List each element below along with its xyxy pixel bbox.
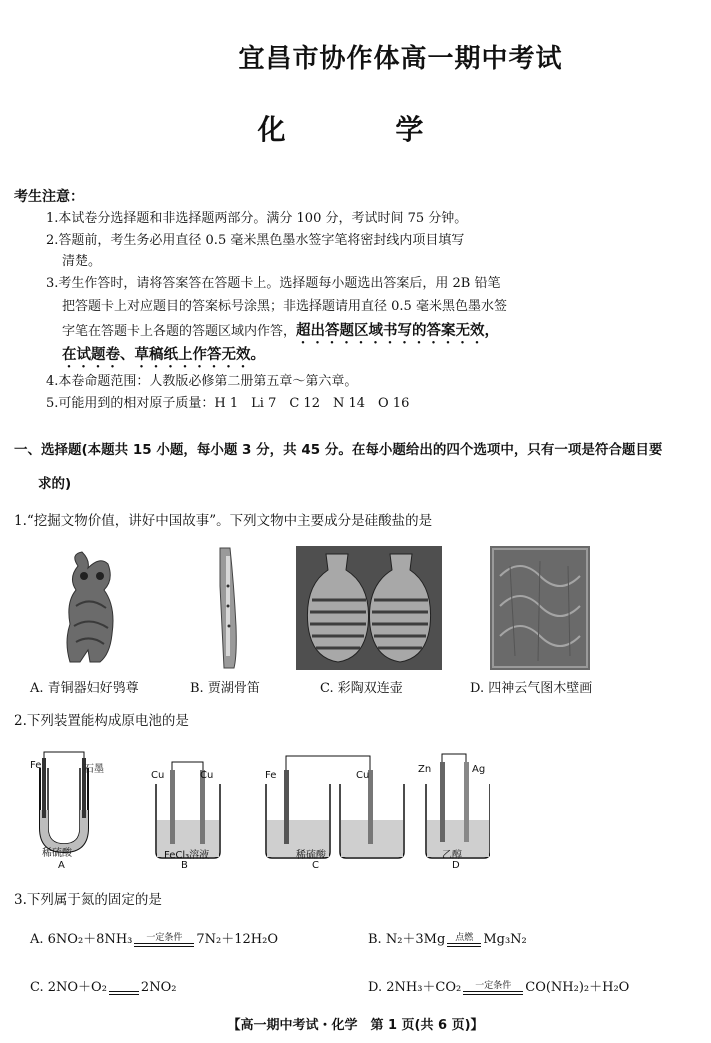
q3-d-condition-text: 一定条件 <box>475 980 512 991</box>
q2-c-solution: 稀硫酸 <box>296 850 326 861</box>
q2-a-right-electrode: 石墨 <box>84 764 104 775</box>
notice-warning-1: 超出答题区域书写的答案无效， <box>296 323 500 339</box>
q3-b-condition-text: 点燃 <box>455 932 474 943</box>
notice-heading: 考生注意： <box>14 189 84 205</box>
notice-item-4: 4.本卷命题范围：人教版必修第二册第五章～第六章。 <box>46 374 358 389</box>
notice-item-3-text: 字笔在答题卡上各题的答题区域内作答， <box>62 324 297 339</box>
notice-item-5: 5.可能用到的相对原子质量：H 1 Li 7 C 12 N 14 O 16 <box>46 396 410 411</box>
bronze-owl-vessel-image <box>60 546 124 670</box>
subject-title: 化 学 <box>257 113 474 146</box>
bone-flute-image <box>212 546 242 670</box>
q3-c-equals <box>109 981 139 995</box>
q3-option-b <box>368 930 527 950</box>
q3-option-d <box>368 978 629 998</box>
page-footer: 【高一期中考试・化学 第 1 页(共 6 页)】 <box>227 1018 484 1033</box>
q2-d-tag: D <box>452 860 460 871</box>
notice-item-3: 3.考生作答时，请将答案答在答题卡上。选择题每小题选出答案后，用 2B 铅笔 <box>46 276 501 291</box>
wooden-mural-image <box>490 546 590 670</box>
q2-a-left-electrode: Fe <box>30 760 42 771</box>
q1-option-b: B. 贾湖骨笛 <box>190 681 260 696</box>
notice-item-1: 1.本试卷分选择题和非选择题两部分。满分 100 分，考试时间 75 分钟。 <box>46 211 468 226</box>
q3-b-reactants: B. N₂＋3Mg <box>368 932 446 947</box>
q3-b-products: Mg₃N₂ <box>483 932 527 947</box>
notice-item-2: 2.答题前，考生务必用直径 0.5 毫米黑色墨水签字笔将密封线内项目填写 <box>46 233 465 248</box>
q3-a-condition <box>134 933 194 947</box>
q1-option-d: D. 四神云气图木壁画 <box>470 681 593 696</box>
q3-option-a <box>30 930 278 950</box>
section-1-heading: 一、选择题(本题共 15 小题，每小题 3 分，共 45 分。在每小题给出的四个选项中，只有一项是符合题目要 <box>14 442 663 458</box>
q2-c-left-electrode: Fe <box>265 770 277 781</box>
q3-a-reactants: A. 6NO₂＋8NH₃ <box>30 932 133 947</box>
q3-d-condition <box>463 981 523 995</box>
q3-option-c <box>30 978 176 998</box>
q2-d-right-electrode: Ag <box>472 764 486 775</box>
q2-b-right-electrode: Cu <box>200 770 214 781</box>
q3-d-reactants: D. 2NH₃＋CO₂ <box>368 980 462 995</box>
notice-warning-2: 在试题卷、草稿纸上作答无效。 <box>62 347 265 363</box>
notice-item-3-cont3 <box>62 344 265 371</box>
q1-option-a: A. 青铜器妇好鸮尊 <box>30 681 139 696</box>
question-1-stem: 1.“挖掘文物价值，讲好中国故事”。下列文物中主要成分是硅酸盐的是 <box>14 513 433 529</box>
q2-a-solution: 稀硫酸 <box>42 848 72 859</box>
section-1-heading-cont: 求的) <box>38 476 72 492</box>
notice-item-3-cont1: 把答题卡上对应题目的答案标号涂黑；非选择题请用直径 0.5 毫米黑色墨水签 <box>62 299 507 314</box>
q3-c-products: 2NO₂ <box>140 980 177 995</box>
notice-item-2-cont: 清楚。 <box>62 254 102 269</box>
q2-c-tag: C <box>312 860 319 871</box>
q1-option-c: C. 彩陶双连壶 <box>320 681 403 696</box>
q3-a-condition-text: 一定条件 <box>146 932 183 943</box>
q2-b-left-electrode: Cu <box>151 770 165 781</box>
q3-b-condition <box>447 933 481 947</box>
q2-a-tag: A <box>58 860 65 871</box>
q3-a-products: 7N₂＋12H₂O <box>196 932 278 947</box>
exam-title: 宜昌市协作体高一期中考试 <box>238 44 563 74</box>
q2-b-solution: FeCl₃溶液 <box>164 850 210 861</box>
q2-d-solution: 乙醇 <box>442 850 462 861</box>
q2-d-left-electrode: Zn <box>418 764 432 775</box>
q2-b-tag: B <box>181 860 188 871</box>
painted-pottery-double-pot-image <box>296 546 442 670</box>
notice-item-3-cont2 <box>62 320 499 347</box>
question-2-stem: 2.下列装置能构成原电池的是 <box>14 713 189 729</box>
q2-c-right-electrode: Cu <box>356 770 370 781</box>
q3-d-products: CO(NH₂)₂＋H₂O <box>525 980 630 995</box>
q3-c-reactants: C. 2NO＋O₂ <box>30 980 107 995</box>
question-3-stem: 3.下列属于氮的固定的是 <box>14 892 162 908</box>
